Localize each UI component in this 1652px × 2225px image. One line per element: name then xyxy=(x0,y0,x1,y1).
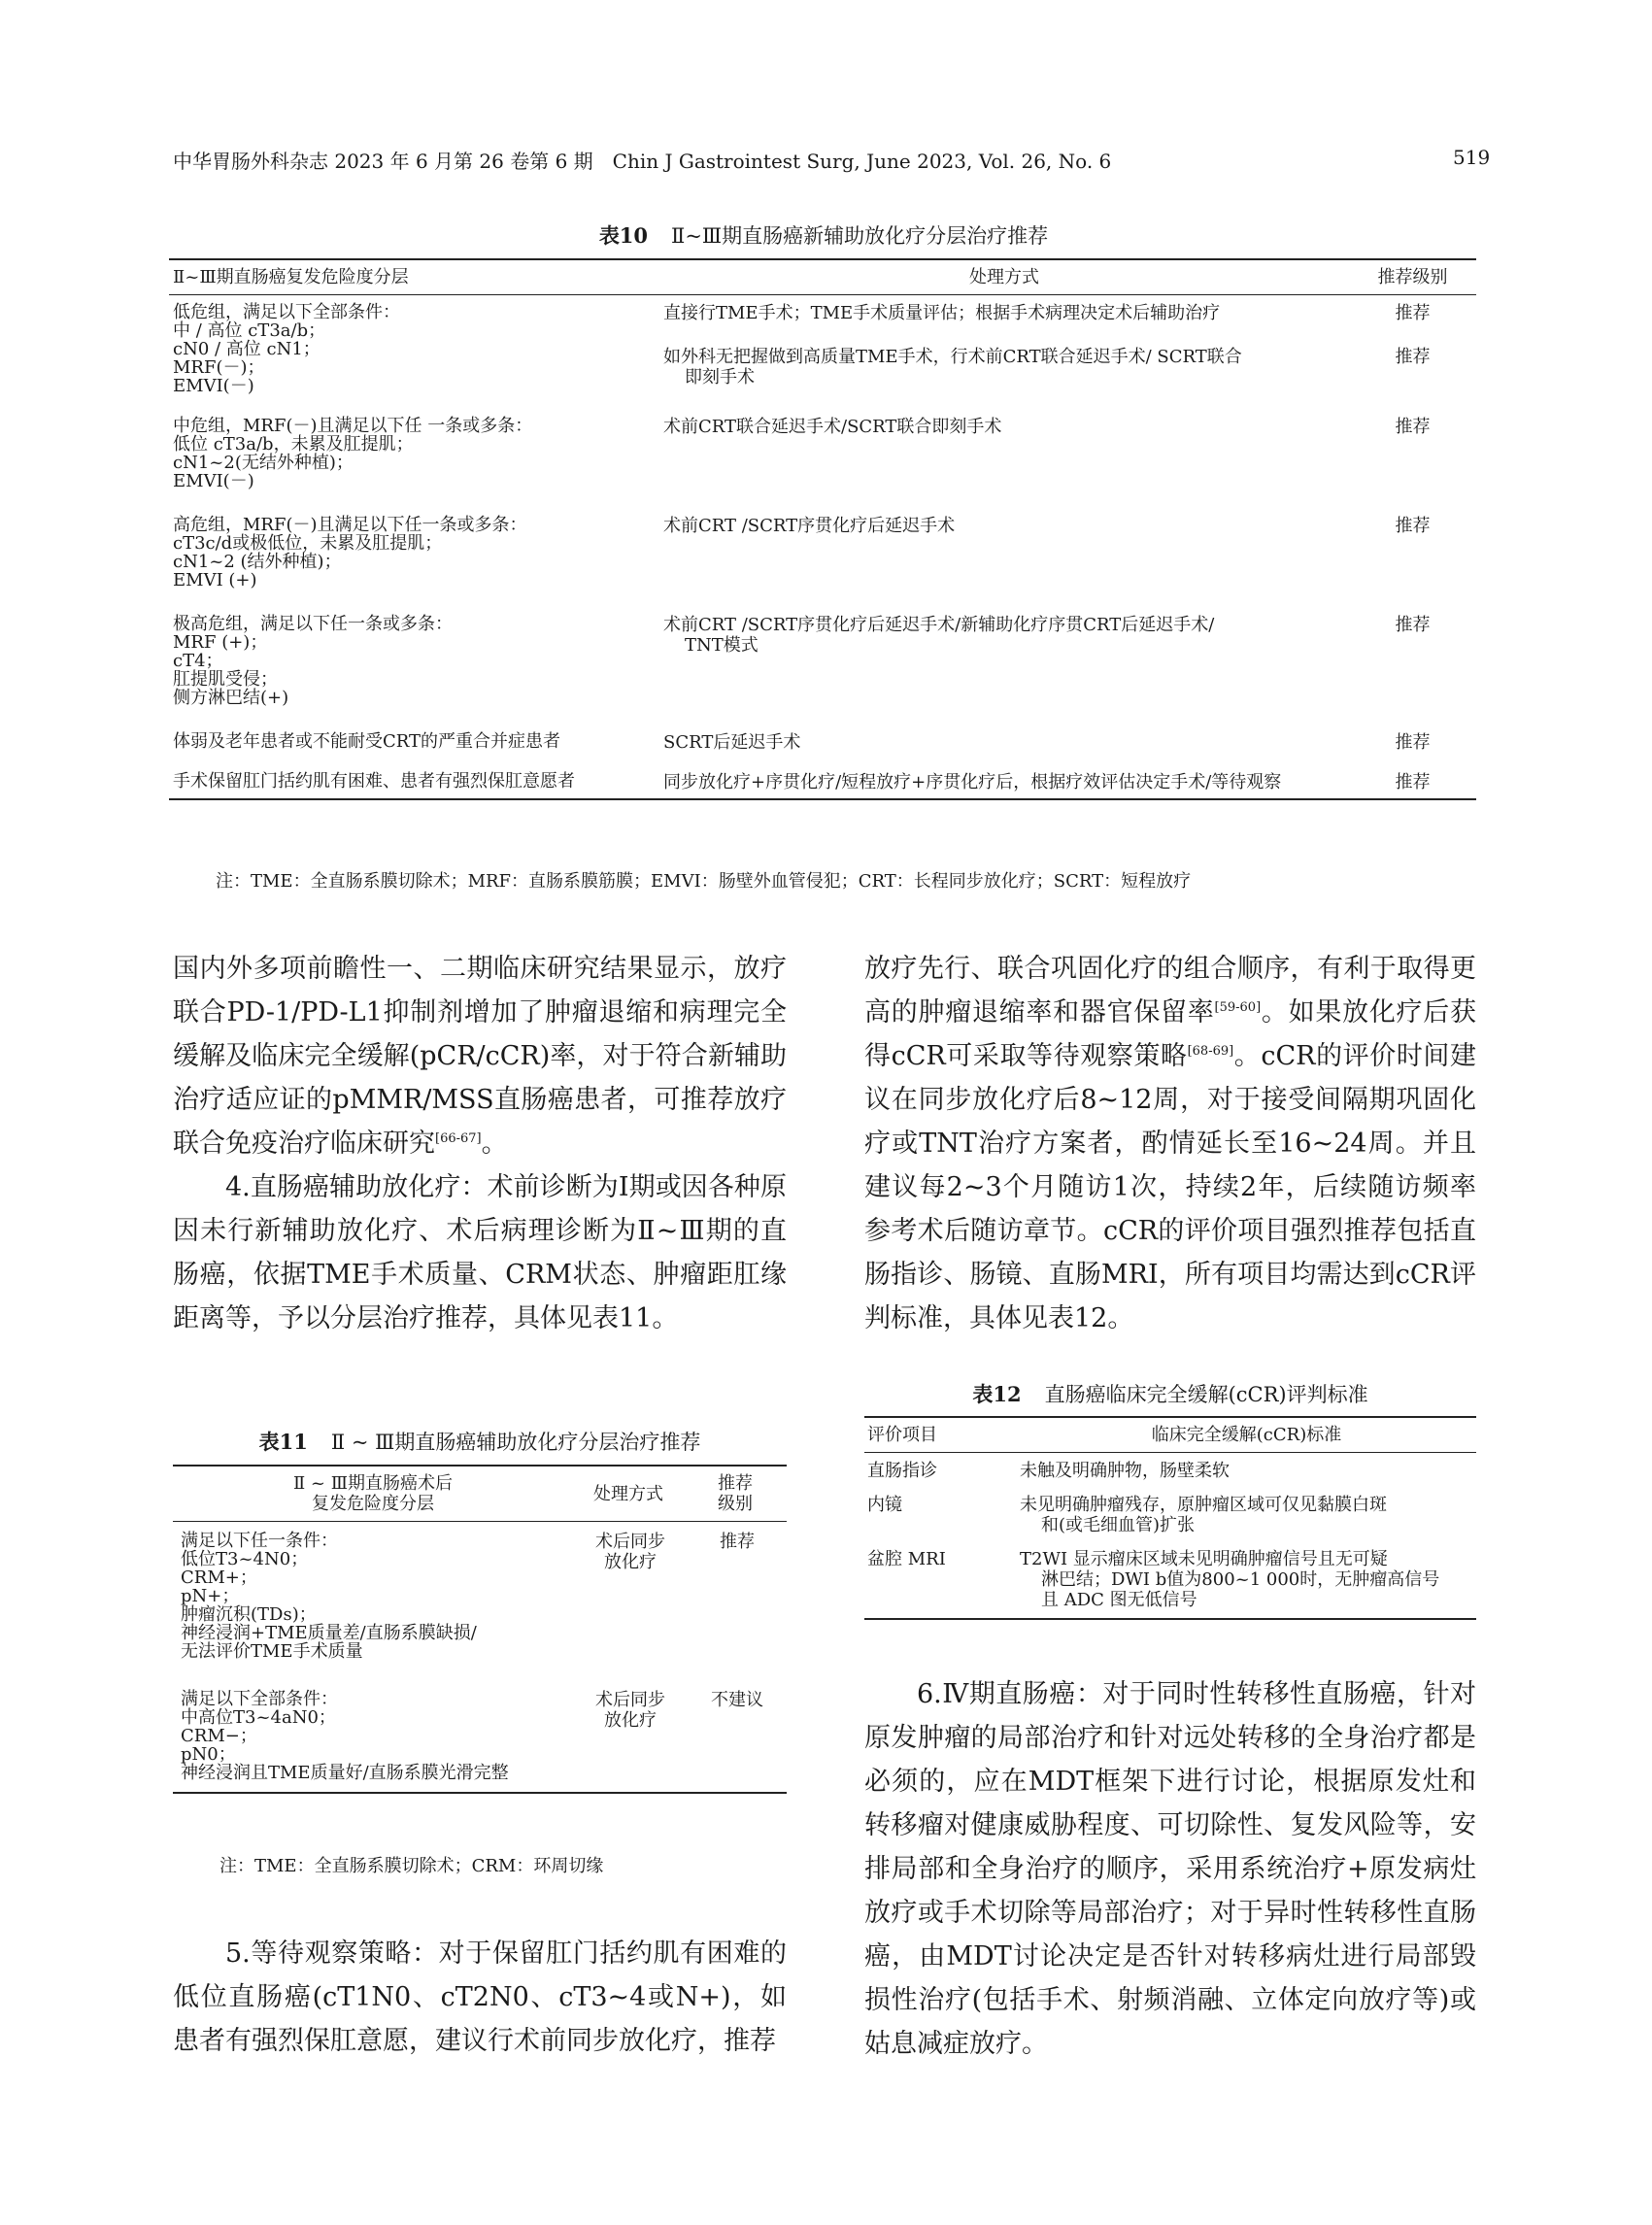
table10-risk-cell: 高危组，MRF(－)且满足以下任一条或多条： cT3c/d或极低位，未累及肛提肌； cN1~2 (结外种植)； EMVI (+) xyxy=(173,515,527,590)
table12-header-item: 评价项目 xyxy=(864,1417,1017,1453)
table12-item-cell: 内镜 xyxy=(867,1495,902,1515)
table10-treatment-cell: 术前CRT /SCRT序贯化疗后延迟手术/新辅助化疗序贯CRT后延迟手术/ TNT模式 xyxy=(663,615,1215,656)
paragraph: 放疗先行、联合巩固化疗的组合顺序，有利于取得更高的肿瘤退缩率和器官保留率[59-60]。如果放化疗后获得cCR可采取等待观察策略[68-69]。cCR的评价时间建议在同步放化疗后8~12周，对于接受间隔期巩固化疗或TNT治疗方案者，酌情延长至16~24周。并且建议每2~3个月随访1次，持续2年，后续随访频率参考术后随访章节。cCR的评价项目强烈推荐包括直肠指诊、肠镜、直肠MRI，所有项目均需达到cCR评判标准，具体见表12。 xyxy=(864,954,1477,1333)
paragraph-watch-wait: 5.等待观察策略：对于保留肛门括约肌有困难的低位直肠癌(cT1N0、cT2N0、cT3~4或N+)，如患者有强烈保肛意愿，建议行术前同步放化疗，推荐 xyxy=(173,1938,787,2056)
table11-row xyxy=(173,1686,787,1793)
table12-criteria-cell: 未触及明确肿物，肠壁柔软 xyxy=(1020,1461,1230,1481)
table12-header-criteria: 临床完全缓解(cCR)标准 xyxy=(1017,1417,1476,1453)
table10-risk-cell: 中危组，MRF(－)且满足以下任 一条或多条： 低位 cT3a/b，未累及肛提肌； cN1~2(无结外种植)； EMVI(－) xyxy=(173,416,533,491)
table11-level-cell: 不建议 xyxy=(684,1686,787,1793)
left-column-text-2 xyxy=(173,1932,787,2063)
running-header: 中华胃肠外科杂志 2023 年 6 月第 26 卷第 6 期 Chin J Gastrointest Surg, June 2023, Vol. 26, No. 6 xyxy=(173,150,1112,173)
table10-treatment-cell: 同步放化疗+序贯化疗/短程放疗+序贯化疗后，根据疗效评估决定手术/等待观察 xyxy=(659,759,1349,799)
table11-treatment-cell: 术后同步 放化疗 xyxy=(573,1686,684,1793)
table10-risk-cell: 低危组，满足以下全部条件： 中 / 高位 cT3a/b； cN0 / 高位 cN1； MRF(－)； EMVI(－) xyxy=(173,302,400,396)
table10-level-cell: 推荐 xyxy=(1395,417,1431,437)
table12-row xyxy=(864,1543,1476,1619)
paragraph: 国内外多项前瞻性一、二期临床研究结果显示，放疗联合PD-1/PD-L1抑制剂增加了肿瘤退缩和病理完全缓解及临床完全缓解(pCR/cCR)率，对于符合新辅助治疗适应证的pMMR/MSS直肠癌患者，可推荐放疗联合免疫治疗临床研究[66-67]。 xyxy=(173,954,787,1159)
table11-row xyxy=(173,1522,787,1687)
table10-risk-cell: 手术保留肛门括约肌有困难、患者有强烈保肛意愿者 xyxy=(169,759,659,799)
table10-row xyxy=(169,295,1476,334)
table10-row xyxy=(169,719,1476,759)
table12-label: 表12 xyxy=(972,1382,1022,1406)
table11-caption xyxy=(173,1427,787,1456)
table11-header-risk: Ⅱ ~ Ⅲ期直肠癌术后 复发危险度分层 xyxy=(173,1466,573,1522)
table12-item-cell: 直肠指诊 xyxy=(867,1461,937,1481)
table12-criteria-cell: 未见明确肿瘤残存，原肿瘤区域可仅见黏膜白斑 和(或毛细血管)扩张 xyxy=(1020,1495,1387,1535)
table12-criteria-cell: T2WI 显示瘤床区域未见明确肿瘤信号且无可疑 淋巴结；DWI b值为800~1 000时，无肿瘤高信号 且 ADC 图无低信号 xyxy=(1017,1543,1476,1619)
table10-row xyxy=(169,601,1476,719)
table11-risk-cell: 满足以下任一条件： 低位T3~4N0； CRM+； pN+； 肿瘤沉积(TDs)； 神经浸润+TME质量差/直肠系膜缺损/ 无法评价TME手术质量 xyxy=(181,1531,477,1662)
table12-item-cell: 盆腔 MRI xyxy=(864,1543,1017,1619)
table10-treatment-cell: 如外科无把握做到高质量TME手术，行术前CRT联合延迟手术/ SCRT联合 即刻手术 xyxy=(663,347,1242,388)
table11-risk-cell: 满足以下全部条件： 中高位T3~4aN0； CRM−； pN0； 神经浸润且TME质量好/直肠系膜光滑完整 xyxy=(173,1686,573,1793)
table12-row xyxy=(864,1489,1476,1543)
table10 xyxy=(169,258,1476,800)
table10-treatment-cell: 直接行TME手术；TME手术质量评估；根据手术病理决定术后辅助治疗 xyxy=(663,303,1221,323)
table11-header-level: 推荐 级别 xyxy=(684,1466,787,1522)
page-number: 519 xyxy=(1453,146,1491,169)
paragraph-adjuvant: 4.直肠癌辅助放化疗：术前诊断为Ⅰ期或因各种原因未行新辅助放化疗、术后病理诊断为Ⅱ~Ⅲ期的直肠癌，依据TME手术质量、CRM状态、肿瘤距肛缘距离等，予以分层治疗推荐，具体见表11。 xyxy=(173,1172,787,1333)
citation: [59-60] xyxy=(1214,1000,1262,1015)
table10-level-cell: 推荐 xyxy=(1395,303,1431,323)
table10-label: 表10 xyxy=(598,223,649,248)
table11-note: 注：TME：全直肠系膜切除术；CRM：环周切缘 xyxy=(219,1856,604,1876)
table12 xyxy=(864,1416,1476,1620)
table11-title: Ⅱ ~ Ⅲ期直肠癌辅助放化疗分层治疗推荐 xyxy=(330,1431,701,1454)
right-column-text xyxy=(864,947,1476,1340)
table10-risk-cell: 体弱及老年患者或不能耐受CRT的严重合并症患者 xyxy=(173,731,561,752)
table12-caption xyxy=(864,1379,1476,1408)
table12-title: 直肠癌临床完全缓解(cCR)评判标准 xyxy=(1044,1383,1368,1406)
paragraph-stage4: 6.Ⅳ期直肠癌：对于同时性转移性直肠癌，针对原发肿瘤的局部治疗和针对远处转移的全身治疗都是必须的，应在MDT框架下进行讨论，根据原发灶和转移瘤对健康威胁程度、可切除性、复发风险等，安排局部和全身治疗的顺序，采用系统治疗+原发病灶放疗或手术切除等局部治疗；对于异时性转移性直肠癌，由MDT讨论决定是否针对转移病灶进行局部毁损性治疗(包括手术、射频消融、立体定向放疗等)或姑息减症放疗。 xyxy=(864,1679,1476,2059)
table11-header-treatment: 处理方式 xyxy=(573,1466,684,1522)
citation: [66-67] xyxy=(435,1131,482,1146)
right-column-text-2 xyxy=(864,1672,1476,2066)
table10-title: Ⅱ~Ⅲ期直肠癌新辅助放化疗分层治疗推荐 xyxy=(671,224,1049,248)
table10-header-treatment: 处理方式 xyxy=(659,259,1349,295)
table11-level-cell: 推荐 xyxy=(720,1532,755,1552)
table11-treatment-cell: 术后同步 放化疗 xyxy=(595,1532,665,1572)
table10-header-level: 推荐级别 xyxy=(1349,259,1476,295)
table11-label: 表11 xyxy=(258,1430,308,1454)
table10-note: 注：TME：全直肠系膜切除术；MRF：直肠系膜筋膜；EMVI：肠壁外血管侵犯；CRT：长程同步放化疗；SCRT：短程放疗 xyxy=(216,871,1192,892)
table10-level-cell: 推荐 xyxy=(1395,347,1431,368)
table11 xyxy=(173,1465,787,1794)
table10-level-cell: 推荐 xyxy=(1395,516,1431,536)
table10-treatment-cell: 术前CRT /SCRT序贯化疗后延迟手术 xyxy=(663,516,956,536)
table10-treatment-cell: 术前CRT联合延迟手术/SCRT联合即刻手术 xyxy=(663,417,1002,437)
table10-risk-cell: 极高危组，满足以下任一条或多条： MRF (+)； cT4； 肛提肌受侵； 侧方淋巴结(+) xyxy=(173,614,453,708)
table10-level-cell: 推荐 xyxy=(1349,759,1476,799)
table12-row xyxy=(864,1453,1476,1490)
table10-row xyxy=(169,759,1476,799)
table10-treatment-cell: SCRT后延迟手术 xyxy=(663,732,801,753)
table10-row xyxy=(169,502,1476,601)
left-column-text xyxy=(173,947,787,1340)
table10-row xyxy=(169,403,1476,502)
table10-caption xyxy=(173,220,1474,250)
table10-header-risk: Ⅱ~Ⅲ期直肠癌复发危险度分层 xyxy=(169,259,659,295)
table10-level-cell: 推荐 xyxy=(1395,615,1431,635)
citation: [68-69] xyxy=(1187,1044,1234,1059)
table10-level-cell: 推荐 xyxy=(1395,732,1431,753)
